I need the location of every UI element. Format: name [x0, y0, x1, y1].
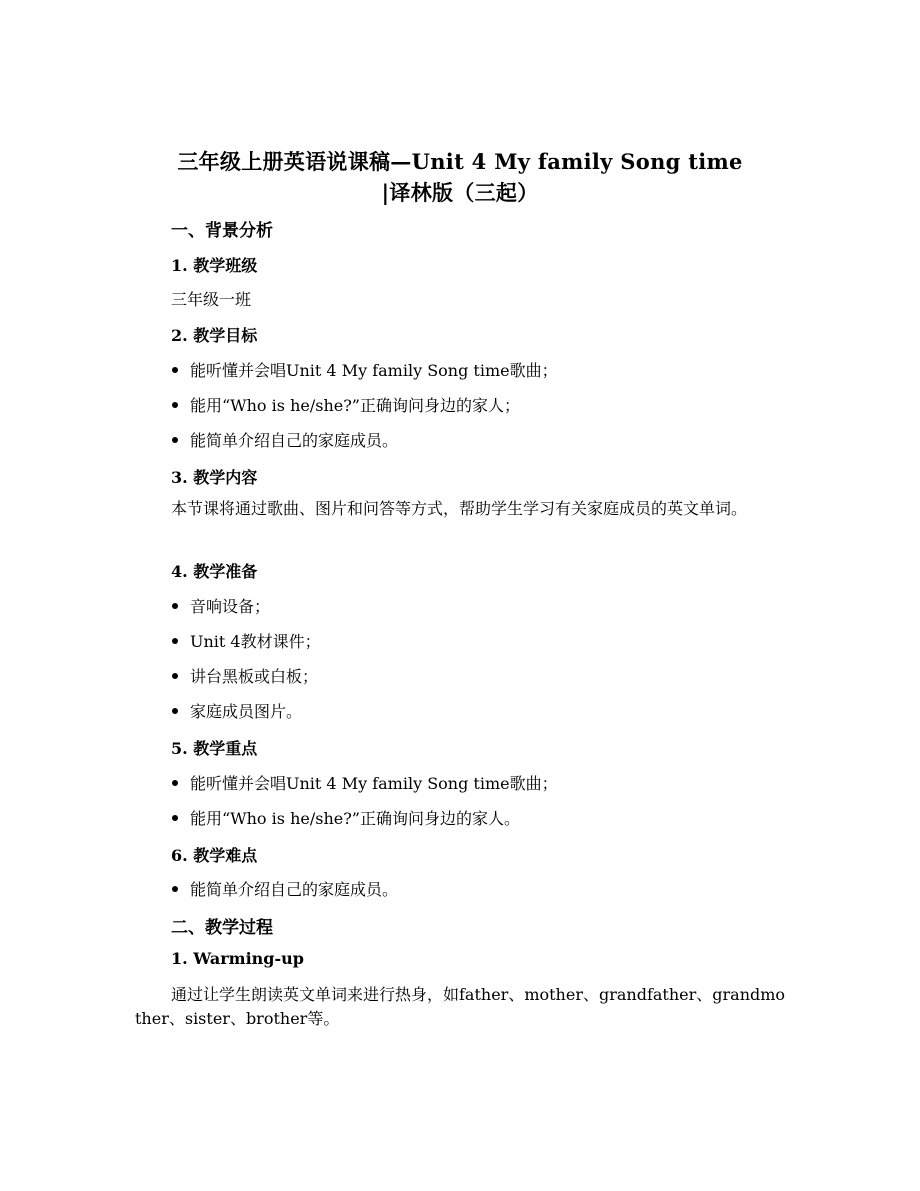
list-item-text: 讲台黑板或白板；: [190, 667, 319, 686]
list-item-text: 能用“Who is he/she?”正确询问身边的家人。: [190, 809, 520, 828]
subheading-difficulties: 6. 教学难点: [171, 846, 258, 865]
document-title-line-2: |译林版（三起）: [381, 180, 539, 205]
bullet-icon: [172, 367, 178, 373]
bullet-icon: [172, 780, 178, 786]
list-item-text: 家庭成员图片。: [190, 702, 303, 721]
subheading-preparation: 4. 教学准备: [171, 562, 258, 581]
bullet-icon: [172, 886, 178, 892]
list-item-text: 能简单介绍自己的家庭成员。: [190, 431, 399, 450]
list-item: [171, 358, 558, 381]
subheading-key-points: 5. 教学重点: [171, 739, 258, 758]
list-item: [171, 806, 520, 829]
bullet-icon: [172, 437, 178, 443]
list-item: [171, 877, 398, 900]
bullet-icon: [172, 402, 178, 408]
subheading-goals: 2. 教学目标: [171, 326, 258, 345]
list-item: [171, 594, 270, 617]
subheading-content: 3. 教学内容: [171, 468, 258, 487]
list-item-text: Unit 4教材课件；: [190, 632, 321, 651]
subheading-warmup: 1. Warming-up: [171, 949, 304, 968]
section-heading-process: 二、教学过程: [171, 918, 273, 938]
list-item-text: 音响设备；: [190, 597, 271, 616]
class-value: 三年级一班: [171, 290, 252, 309]
bullet-icon: [172, 603, 178, 609]
content-paragraph: 本节课将通过歌曲、图片和问答等方式，帮助学生学习有关家庭成员的英文单词。: [171, 499, 748, 518]
section-heading-background: 一、背景分析: [171, 221, 273, 241]
list-item-text: 能听懂并会唱Unit 4 My family Song time歌曲；: [190, 361, 558, 380]
list-item: [171, 393, 520, 416]
document-title-line-1: 三年级上册英语说课稿—Unit 4 My family Song time: [177, 149, 743, 174]
bullet-icon: [172, 638, 178, 644]
bullet-icon: [172, 708, 178, 714]
list-item-text: 能听懂并会唱Unit 4 My family Song time歌曲；: [190, 774, 558, 793]
warmup-paragraph: 通过让学生朗读英文单词来进行热身，如father、mother、grandfather、grandmother、sister、brother等。: [135, 985, 786, 1028]
list-item-text: 能简单介绍自己的家庭成员。: [190, 880, 399, 899]
bullet-icon: [172, 815, 178, 821]
list-item-text: 能用“Who is he/she?”正确询问身边的家人；: [190, 396, 520, 415]
list-item: [171, 771, 558, 794]
list-item: [171, 699, 302, 722]
bullet-icon: [172, 673, 178, 679]
list-item: [171, 428, 398, 451]
subheading-class: 1. 教学班级: [171, 256, 258, 275]
list-item: [171, 629, 321, 652]
list-item: [171, 664, 318, 687]
